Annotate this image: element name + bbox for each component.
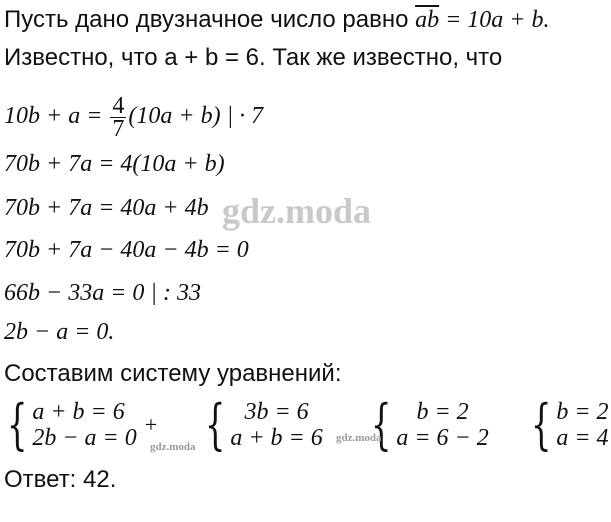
system-4-row-1: b = 2 — [556, 399, 609, 425]
system-1-row-2: 2b − a = 0 — [32, 425, 137, 451]
left-brace-icon: { — [204, 393, 226, 456]
fraction-numerator: 4 — [112, 92, 125, 119]
fraction-denominator: 7 — [112, 115, 125, 142]
system-2-row-2: a + b = 6 — [230, 425, 323, 451]
statement-text: Пусть дано двузначное число равно — [4, 6, 416, 33]
left-brace-icon: { — [6, 393, 28, 456]
equation-5: 66b − 33a = 0 | : 33 — [4, 280, 201, 306]
system-2 — [198, 393, 323, 456]
system-2-row-1: 3b = 6 — [244, 399, 309, 425]
plus-sign: + — [144, 412, 158, 437]
system-4-row-2: a = 4 — [556, 425, 609, 451]
watermark-main: gdz.moda — [222, 191, 372, 231]
known-condition: Известно, что a + b = 6. Так же известно, что — [4, 44, 503, 71]
number-ab: $\overline{ab}$ — [415, 7, 440, 33]
equation-1-right: (10a + b) | · 7 — [128, 103, 264, 129]
left-brace-icon: { — [370, 393, 392, 456]
system-4 — [524, 393, 609, 456]
problem-statement — [4, 6, 550, 34]
watermark-small-1: gdz.moda — [150, 441, 196, 453]
equation-2: 70b + 7a = 4(10a + b) — [4, 151, 225, 177]
equation-1 — [4, 92, 263, 140]
system-3-row-1: b = 2 — [416, 399, 469, 425]
system-3-row-2: a = 6 − 2 — [396, 425, 489, 451]
system-heading: Составим систему уравнений: — [4, 360, 342, 387]
equation-6: 2b − a = 0. — [4, 319, 115, 345]
system-1 — [0, 393, 158, 456]
equation-4: 70b + 7a − 40a − 4b = 0 — [4, 237, 249, 263]
left-brace-icon: { — [530, 393, 552, 456]
system-1-row-1: a + b = 6 — [32, 399, 125, 425]
equation-1-left: 10b + a = — [4, 103, 109, 129]
fraction-4-7 — [110, 92, 126, 142]
answer: Ответ: 42. — [4, 466, 117, 493]
system-3 — [364, 393, 489, 456]
watermark-small-2: gdz.moda — [336, 432, 382, 444]
equation-3: 70b + 7a = 40a + 4b — [4, 195, 209, 221]
number-expansion: = 10a + b. — [439, 7, 550, 33]
